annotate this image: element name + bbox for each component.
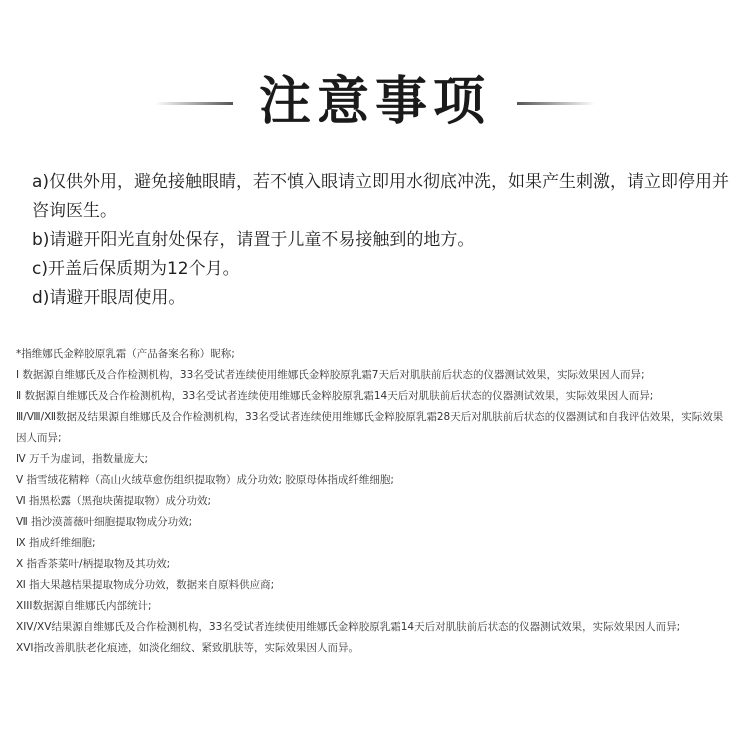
footnote-item: XIII数据源自维娜氏内部统计; [16,600,152,612]
precaution-item: d)请避开眼周使用。 [32,288,186,308]
footnote-item: Ⅹ 指香茶菜叶/柄提取物及其功效; [16,558,171,570]
footnote-item: XVI指改善肌肤老化痕迹，如淡化细纹、紧致肌肤等，实际效果因人而异。 [16,642,359,654]
precaution-item: c)开盖后保质期为12个月。 [32,259,240,279]
footnote-item: Ⅺ 指大果越桔果提取物成分功效，数据来自原料供应商; [16,579,275,591]
footnotes-list [16,344,732,659]
page-title: 注意事项 [258,72,491,132]
footnote-item: Ⅳ 万千为虚词，指数量庞大; [16,453,149,465]
footnote-item: Ⅲ/Ⅷ/Ⅻ数据及结果源自维娜氏及合作检测机构，33名受试者连续使用维娜氏金粹胶原乳霜28天后对肌肤前后状态的仪器测试和自我评估效果，实际效果因人而异; [16,411,724,444]
footnote-item: XIV/XV结果源自维娜氏及合作检测机构，33名受试者连续使用维娜氏金粹胶原乳霜14天后对肌肤前后状态的仪器测试效果，实际效果因人而异; [16,621,681,633]
title-section [0,68,750,138]
title-right-rule [517,102,595,105]
precautions-list [32,168,732,313]
precaution-item: a)仅供外用，避免接触眼睛，若不慎入眼请立即用水彻底冲洗，如果产生刺激，请立即停用并咨询医生。 [32,172,730,221]
footnote-item: Ⅰ 数据源自维娜氏及合作检测机构，33名受试者连续使用维娜氏金粹胶原乳霜7天后对肌肤前后状态的仪器测试效果，实际效果因人而异; [16,369,645,381]
footnote-item: Ⅴ 指雪绒花精粹（高山火绒草愈伤组织提取物）成分功效; 胶原母体指成纤维细胞; [16,474,394,486]
footnote-item: *指维娜氏金粹胶原乳霜（产品备案名称）昵称; [16,348,235,360]
footnote-item: Ⅵ 指黑松露（黑孢块菌提取物）成分功效; [16,495,212,507]
footnote-item: Ⅶ 指沙漠蔷薇叶细胞提取物成分功效; [16,516,193,528]
footnote-item: Ⅱ 数据源自维娜氏及合作检测机构，33名受试者连续使用维娜氏金粹胶原乳霜14天后对肌肤前后状态的仪器测试效果，实际效果因人而异; [16,390,654,402]
footnote-item: Ⅸ 指成纤维细胞; [16,537,96,549]
precaution-item: b)请避开阳光直射处保存，请置于儿童不易接触到的地方。 [32,230,475,250]
